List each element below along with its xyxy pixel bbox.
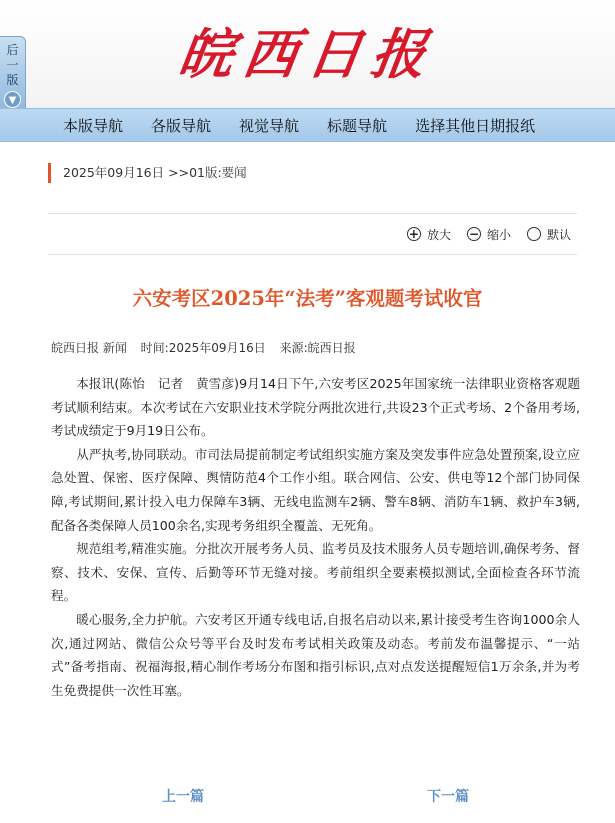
breadcrumb-separator: >> [168,165,190,180]
meta-time: 时间:2025年09月16日 [140,341,266,355]
header [0,0,615,108]
nav-item-other-dates[interactable]: 选择其他日期报纸 [415,116,536,135]
zoom-default-button[interactable] [527,226,571,243]
article-paragraph: 暖心服务,全力护航。六安考区开通专线电话,自报名启动以来,累计接受考生咨询1000余人次,通过网站、微信公众号等平台及时发布考试相关政策及动态。考前发布温馨提示、“一站式”备考指南、祝福海报,精心制作考场分布图和指引标识,点对点发送提醒短信1万余条,并为考生免费提供一次性耳塞。 [51,611,580,698]
next-edition-tab[interactable] [0,36,26,114]
nav-item-all-editions[interactable]: 各版导航 [151,116,212,135]
circle-icon [527,227,541,241]
breadcrumb-edition[interactable]: 01版:要闻 [189,165,247,180]
side-tab-char: 后 [6,43,19,57]
minus-icon: − [468,227,479,241]
zoom-shrink-button[interactable] [467,226,511,243]
plus-icon: + [408,227,419,241]
prev-article-link[interactable]: 上一篇 [162,789,204,805]
meta-source-paper: 皖西日报 新闻 [51,341,127,355]
nav-bar [0,108,615,142]
meta-source: 来源:皖西日报 [279,341,356,355]
nav-item-headlines[interactable]: 标题导航 [327,116,388,135]
article-paragraph: 规范组考,精准实施。分批次开展考务人员、监考员及技术服务人员专题培训,确保考务、督察、技术、安保、宣传、后勤等环节无缝对接。考前组织全要素模拟测试,全面检查各环节流程。 [51,541,580,604]
nav-item-this-edition[interactable]: 本版导航 [63,116,124,135]
zoom-default-label: 默认 [546,227,571,242]
article-title: 六安考区2025年“法考”客观题考试收官 [132,287,483,310]
breadcrumb-date[interactable]: 2025年09月16日 [63,165,165,180]
zoom-shrink-label: 缩小 [486,227,511,242]
nav-item-visual[interactable]: 视觉导航 [239,116,300,135]
side-tab-char: 一 [6,58,19,72]
article-meta [51,339,366,356]
masthead-logo[interactable]: 皖西日报 [174,21,440,86]
zoom-bar [48,213,577,255]
next-article-link[interactable]: 下一篇 [427,789,469,805]
article-paragraph: 本报讯(陈怡 记者 黄雪彦)9月14日下午,六安考区2025年国家统一法律职业资格客观题考试顺利结束。本次考试在六安职业技术学院分两批次进行,共设23个正式考场、2个备用考场,考试成绩定于9月19日公布。 [51,376,580,439]
zoom-enlarge-button[interactable] [407,226,451,243]
side-tab-char: 版 [6,73,19,87]
zoom-enlarge-label: 放大 [426,227,451,242]
article-paragraph: 从严执考,协同联动。市司法局提前制定考试组织实施方案及突发事件应急处置预案,设立应急处置、保密、医疗保障、舆情防范4个工作小组。联合网信、公安、供电等12个部门协同保障,考试期间,累计投入电力保障车3辆、无线电监测车2辆、警车8辆、消防车1辆、救护车3辆,配备各类保障人员100余名,实现考务组织全覆盖、无死角。 [51,446,580,533]
chevron-down-icon: ▼ [4,91,21,108]
article-body [51,372,580,702]
masthead [0,0,615,108]
breadcrumb [48,163,247,183]
